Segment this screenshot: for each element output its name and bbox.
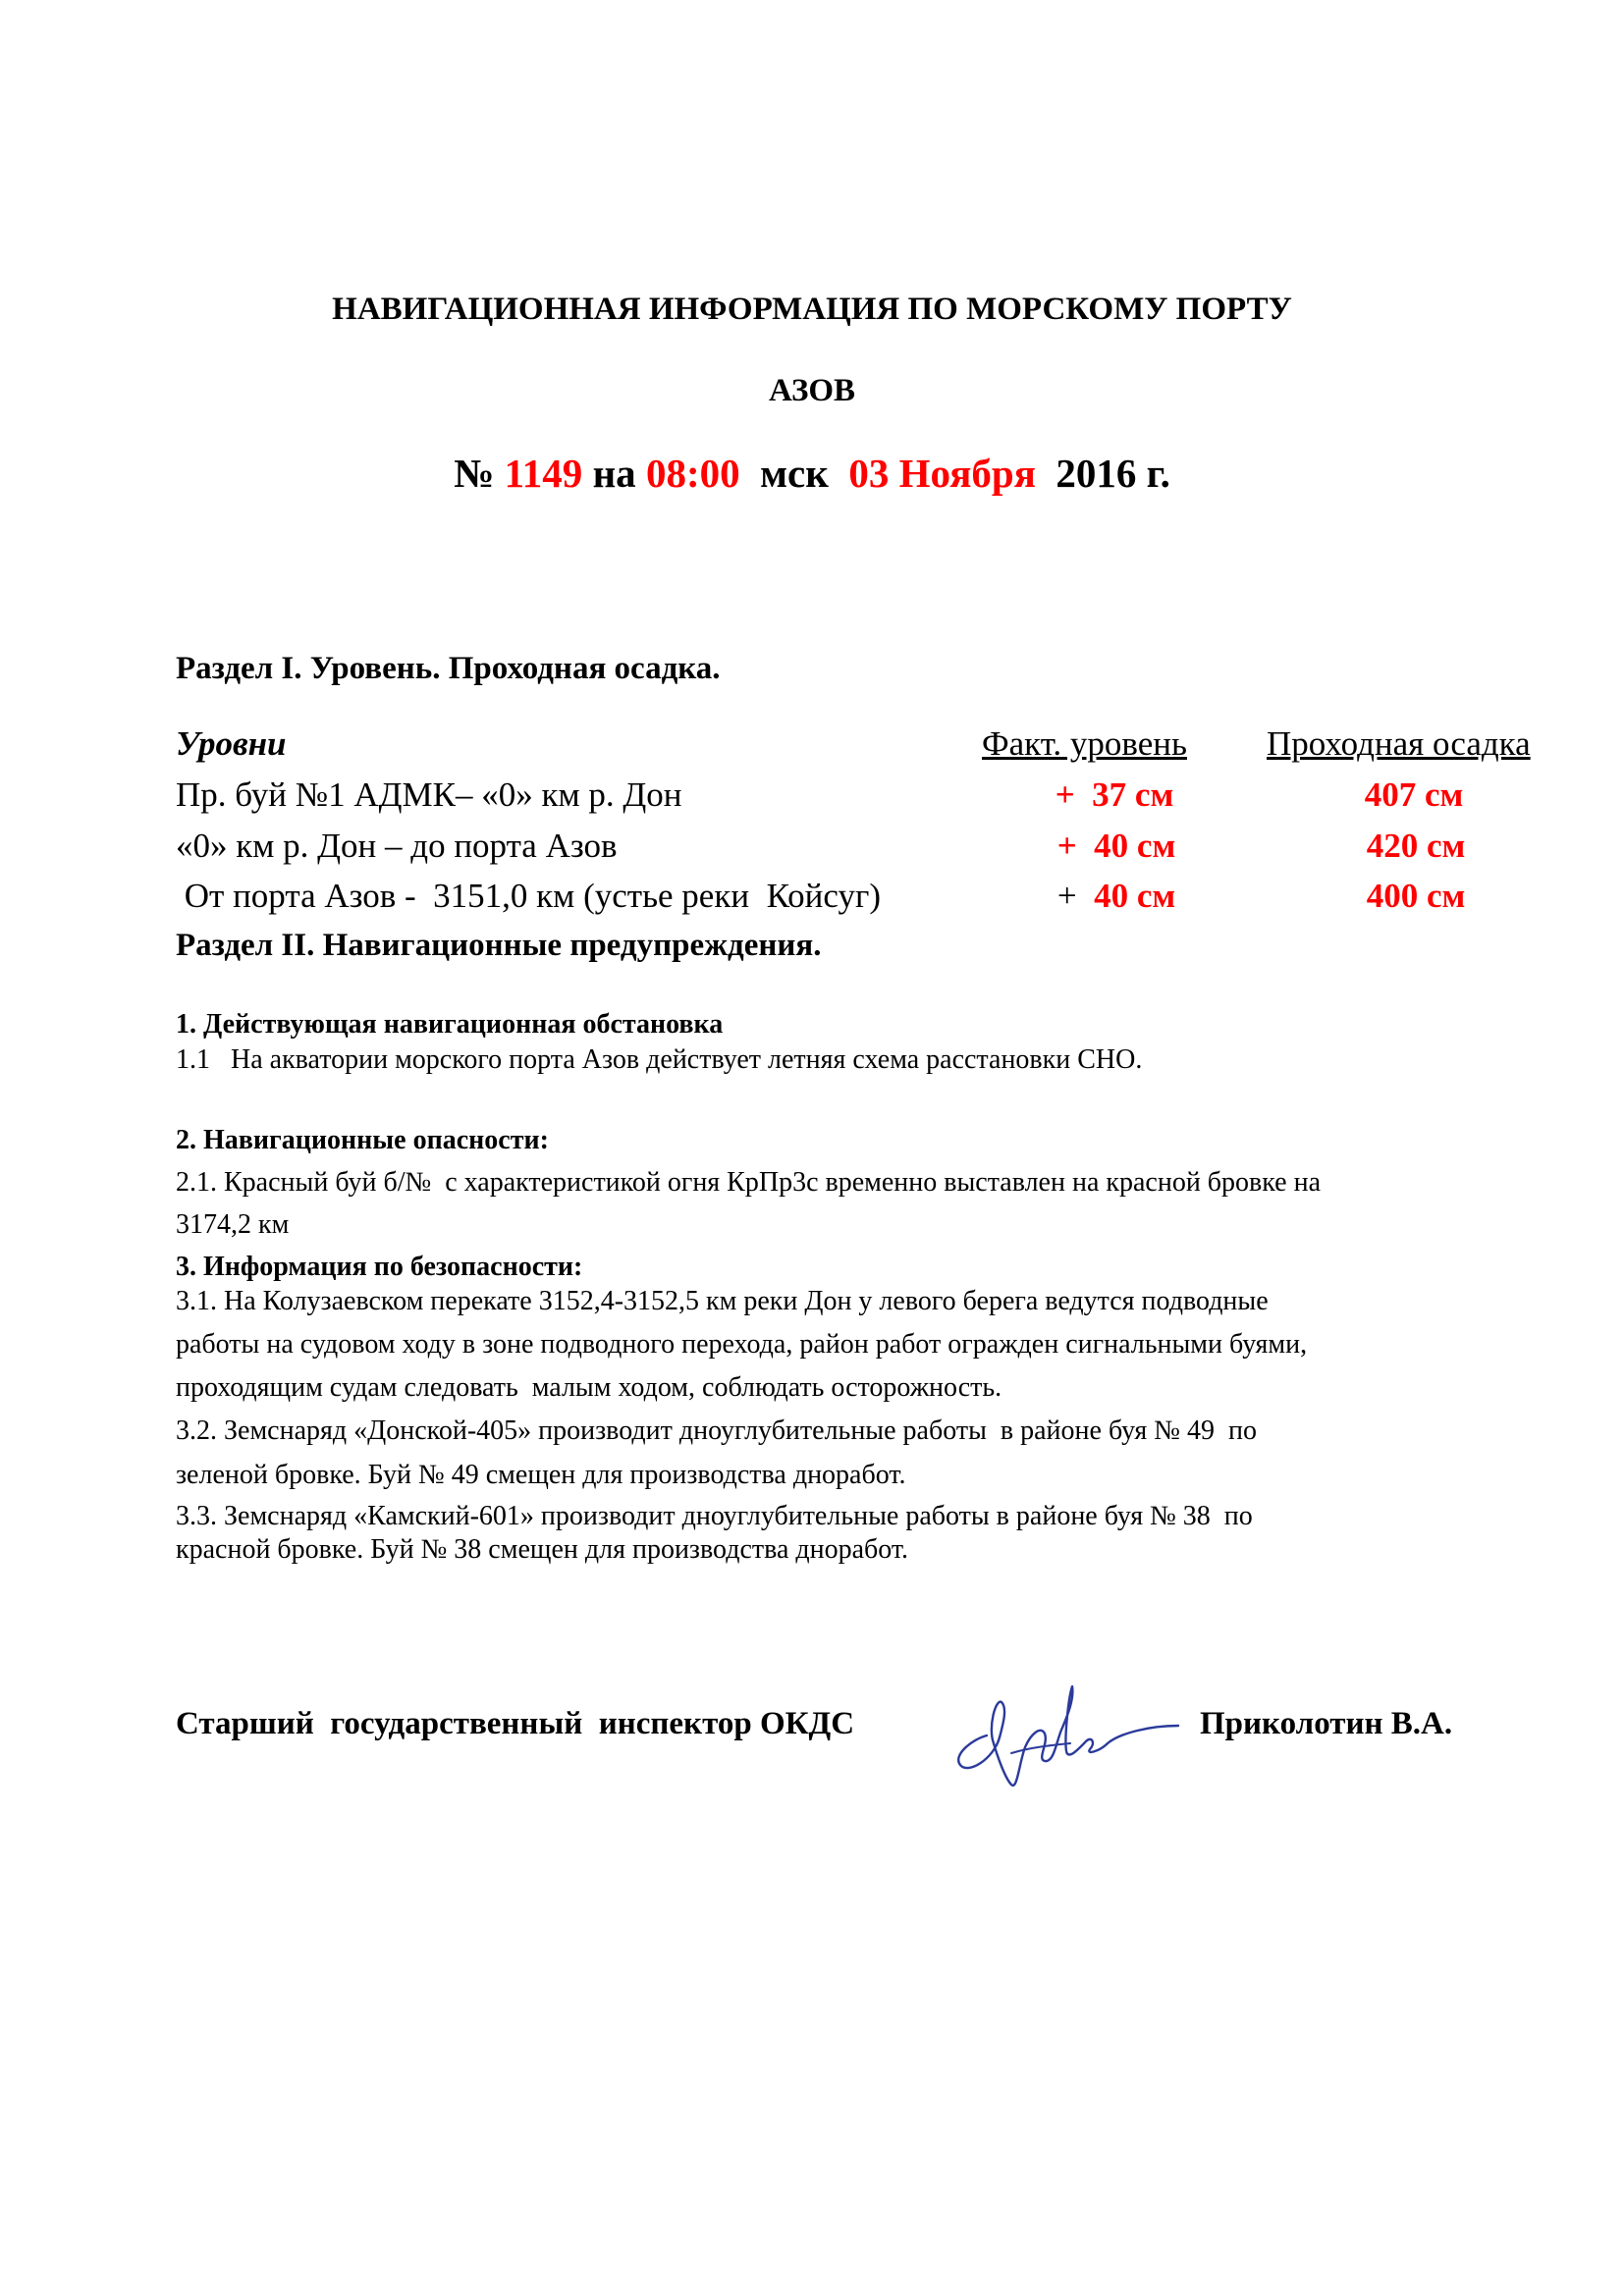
col-actual-header: Факт. уровень bbox=[982, 724, 1187, 763]
issue-time: 08:00 bbox=[645, 451, 740, 496]
subsection-title: 2. Навигационные опасности: bbox=[176, 1125, 549, 1155]
issue-date: 03 Ноября bbox=[848, 451, 1036, 496]
paragraph-line: 3.2. Земснаряд «Донской-405» производит дноуглубительные работы в районе буя № 49 по bbox=[176, 1415, 1258, 1446]
level-row-actual: + 37 см bbox=[1055, 775, 1174, 814]
signer-name: Приколотин В.А. bbox=[1200, 1706, 1453, 1741]
port-name: АЗОВ bbox=[768, 373, 856, 408]
level-row-actual: + 40 см bbox=[1056, 877, 1176, 915]
issue-line bbox=[0, 450, 1624, 497]
issue-year: 2016 г. bbox=[1056, 451, 1170, 496]
issue-on: на bbox=[592, 451, 636, 496]
level-row-draft: 420 см bbox=[1366, 827, 1466, 865]
paragraph-line: красной бровке. Буй № 38 смещен для производства дноработ. bbox=[176, 1534, 909, 1565]
section1-title: Раздел I. Уровень. Проходная осадка. bbox=[176, 651, 721, 686]
col-levels-header: Уровни bbox=[176, 724, 287, 763]
paragraph-line: 3.1. На Колузаевском перекате 3152,4-3152,5 км реки Дон у левого берега ведутся подводные bbox=[176, 1286, 1269, 1316]
col-draft-header: Проходная осадка bbox=[1267, 724, 1531, 763]
paragraph-line: работы на судовом ходу в зоне подводного перехода, район работ огражден сигнальными буями, bbox=[176, 1329, 1308, 1360]
issue-no-sign: № bbox=[454, 451, 495, 496]
level-row-actual: + 40 см bbox=[1056, 827, 1176, 865]
paragraph-line: 3.3. Земснаряд «Камский-601» производит дноуглубительные работы в районе буя № 38 по bbox=[176, 1501, 1253, 1531]
level-row-draft: 400 см bbox=[1366, 877, 1466, 915]
paragraph-line: 1.1 На акватории морского порта Азов действует летняя схема расстановки СНО. bbox=[176, 1044, 1143, 1075]
level-row-draft: 407 см bbox=[1364, 775, 1464, 814]
level-row-name: «0» км р. Дон – до порта Азов bbox=[176, 827, 618, 865]
issue-timezone: мск bbox=[760, 451, 829, 496]
subsection-title: 3. Информация по безопасности: bbox=[176, 1252, 583, 1282]
subsection-title: 1. Действующая навигационная обстановка bbox=[176, 1009, 724, 1040]
paragraph-line: 2.1. Красный буй б/№ с характеристикой огня КрПр3с временно выставлен на красной бровке на bbox=[176, 1167, 1322, 1198]
signer-position: Старший государственный инспектор ОКДС bbox=[176, 1706, 855, 1741]
paragraph-line: проходящим судам следовать малым ходом, соблюдать осторожность. bbox=[176, 1372, 1002, 1403]
document-title: НАВИГАЦИОННАЯ ИНФОРМАЦИЯ ПО МОРСКОМУ ПОРТУ bbox=[332, 292, 1292, 327]
handwritten-signature bbox=[943, 1669, 1198, 1796]
level-row-name: От порта Азов - 3151,0 км (устье реки Койсуг) bbox=[176, 877, 881, 915]
issue-number: 1149 bbox=[504, 451, 583, 496]
section2-title: Раздел II. Навигационные предупреждения. bbox=[176, 928, 822, 963]
level-row-name: Пр. буй №1 АДМК– «0» км р. Дон bbox=[176, 775, 682, 814]
paragraph-line: зеленой бровке. Буй № 49 смещен для производства дноработ. bbox=[176, 1460, 906, 1490]
paragraph-line: 3174,2 км bbox=[176, 1209, 290, 1240]
